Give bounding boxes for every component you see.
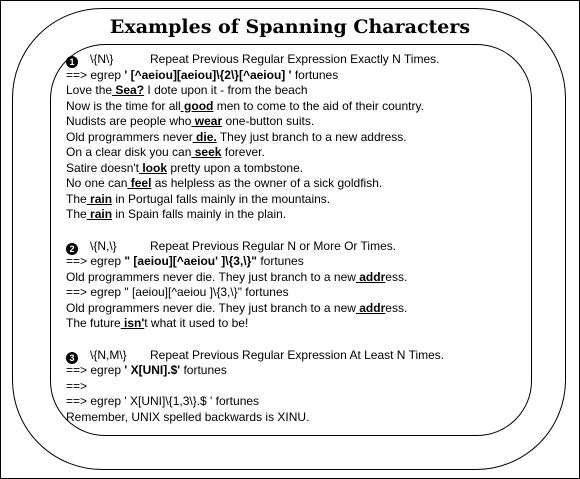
section-2-pattern: \{N,\} xyxy=(90,238,117,253)
output-line: Old programmers never die. They just branch to a new address. xyxy=(66,269,408,284)
section-3-command-1: ==> egrep ' X[UNI].$' fortunes xyxy=(66,363,227,377)
match-highlight: good xyxy=(180,98,214,113)
output-line: Old programmers never die. They just branch to a new address. xyxy=(66,129,407,144)
match-highlight: look xyxy=(139,160,168,175)
output-line: The rain in Spain falls mainly in the plain. xyxy=(66,207,287,221)
section-1-command: ==> egrep ' [^aeiou][aeiou]\{2\}[^aeiou] ' fortunes xyxy=(66,67,339,82)
match-highlight: addr xyxy=(355,269,386,284)
output-line: Satire doesn't look pretty upon a tombstone. xyxy=(66,160,304,175)
output-line: Remember, UNIX spelled backwards is XINU. xyxy=(66,409,310,424)
section-1-description: Repeat Previous Regular Expression Exactly N Times. xyxy=(150,52,440,66)
match-highlight: wear xyxy=(191,114,223,128)
section-3-command-3: ==> egrep ' X[UNI]\{1,3\}.$ ' fortunes xyxy=(66,394,260,408)
section-2-command-1: ==> egrep " [aeiou][^aeiou' ]\{3,\}" fortunes xyxy=(66,254,304,268)
match-highlight: Sea? xyxy=(112,83,145,97)
section-3-command-2: ==> xyxy=(66,378,88,393)
output-line: Now is the time for all good men to come to the aid of their country. xyxy=(66,98,424,113)
section-3-description: Repeat Previous Regular Expression At Least N Times. xyxy=(150,347,445,362)
section-2-command-2: ==> egrep " [aeiou][^aeiou ]\{3,\}" fortunes xyxy=(66,285,289,299)
page-title: Examples of Spanning Characters xyxy=(109,16,471,38)
match-highlight: addr xyxy=(355,300,386,315)
number-2-icon: 2 xyxy=(66,243,78,255)
section-2-description: Repeat Previous Regular N or More Or Times. xyxy=(150,238,397,253)
match-highlight: seek xyxy=(191,145,222,159)
section-2-heading xyxy=(66,239,536,255)
section-3-pattern: \{N,M\} xyxy=(90,347,127,362)
output-line: The future isn't what it used to be! xyxy=(66,316,249,330)
output-line: Old programmers never die. They just branch to a new address. xyxy=(66,300,408,315)
match-highlight: rain xyxy=(86,207,113,221)
number-3-icon: 3 xyxy=(66,352,78,364)
output-line: Love the Sea? I dote upon it - from the beach xyxy=(66,83,308,97)
section-1-heading xyxy=(66,52,536,68)
section-3-heading xyxy=(66,348,536,364)
section-1-pattern: \{N\} xyxy=(90,52,114,66)
output-line: No one can feel as helpless as the owner of a sick goldfish. xyxy=(66,176,383,190)
match-highlight: isn' xyxy=(120,316,145,330)
match-highlight: die. xyxy=(192,129,217,144)
match-highlight: rain xyxy=(86,191,113,206)
output-line: Nudists are people who wear one-button suits. xyxy=(66,114,315,128)
number-1-icon: 1 xyxy=(66,56,78,68)
output-line: On a clear disk you can seek forever. xyxy=(66,145,265,159)
content xyxy=(66,52,536,425)
output-line: The rain in Portugal falls mainly in the mountains. xyxy=(66,191,331,206)
match-highlight: feel xyxy=(127,176,152,190)
